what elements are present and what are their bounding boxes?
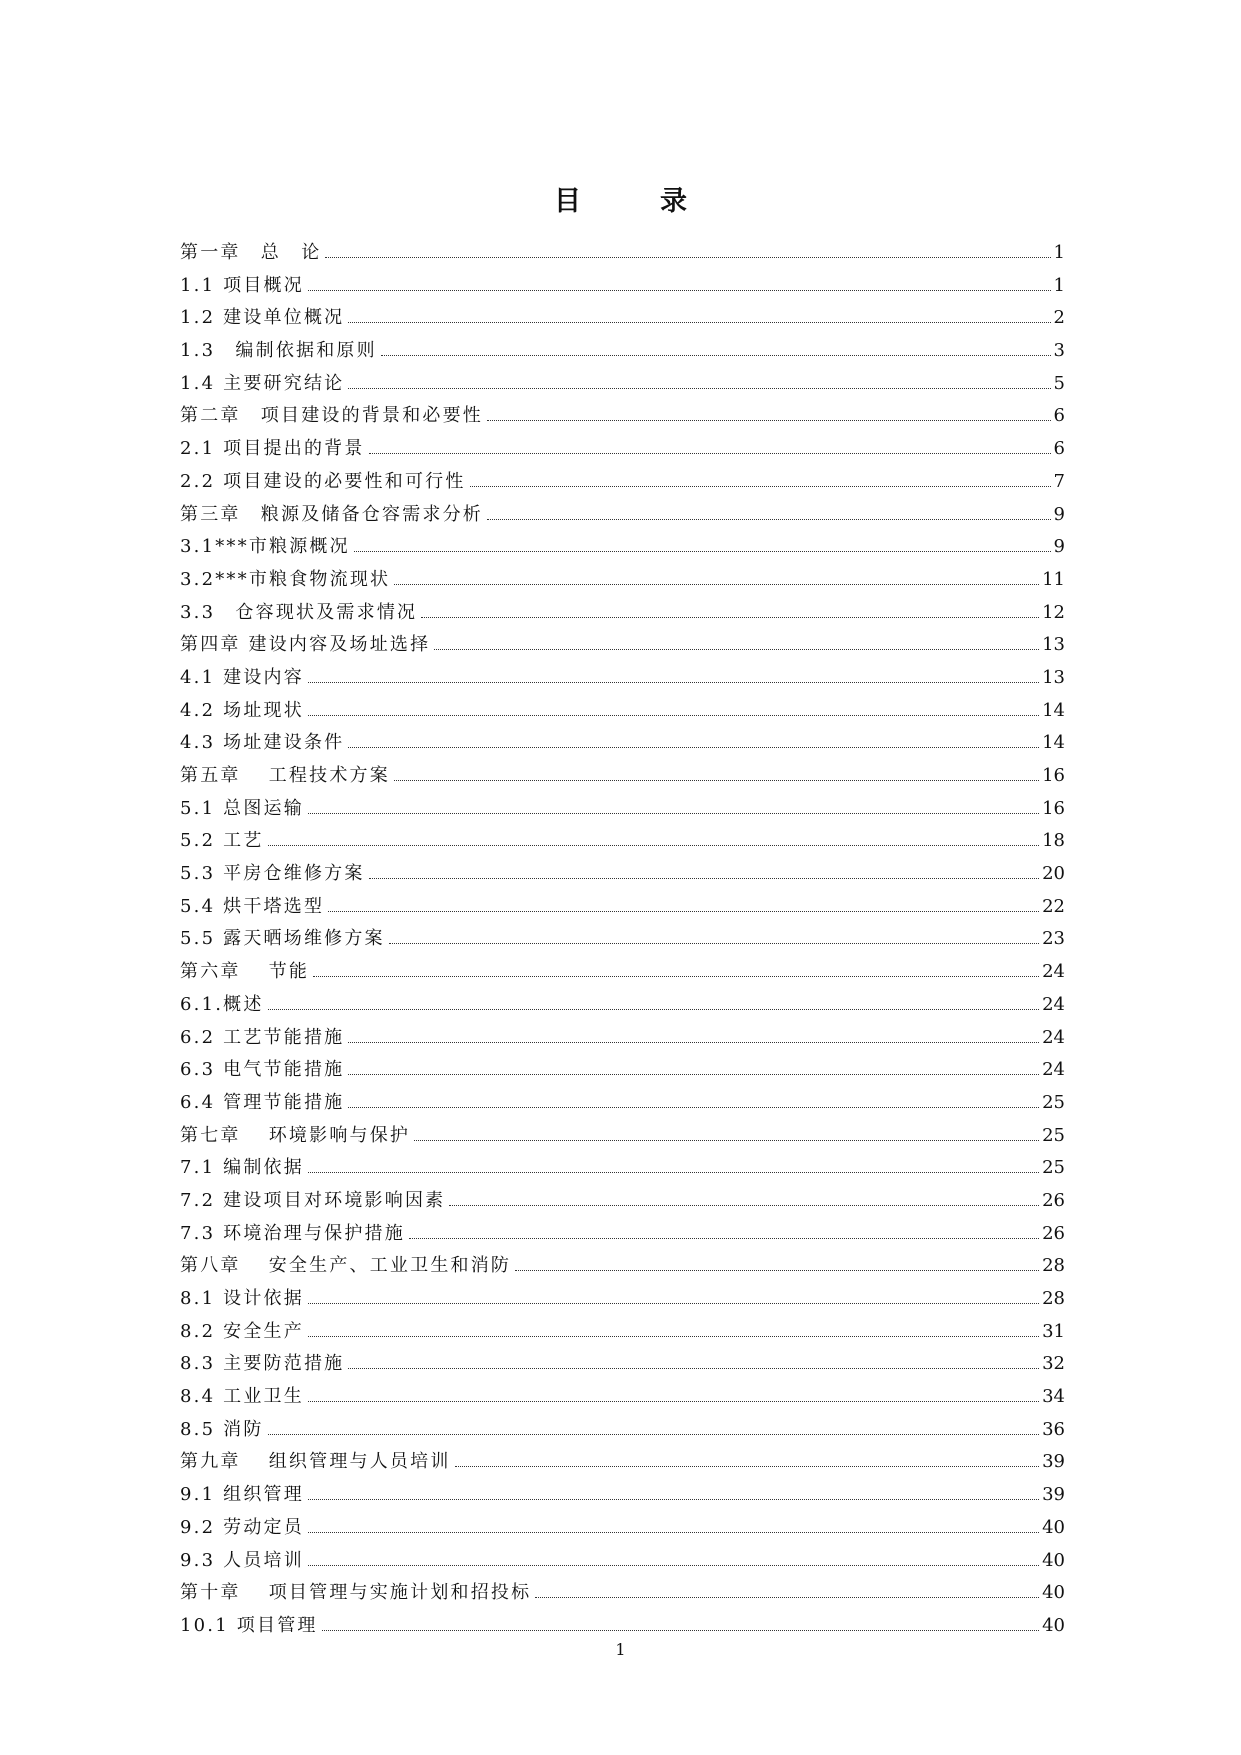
toc-entry[interactable] bbox=[180, 1185, 1065, 1218]
dot-leader bbox=[348, 388, 1050, 389]
toc-entry[interactable] bbox=[180, 727, 1065, 760]
dot-leader bbox=[268, 1434, 1040, 1435]
toc-entry-page: 25 bbox=[1042, 1157, 1065, 1179]
toc-entry-label: 第八章 安全生产、工业卫生和消防 bbox=[180, 1255, 512, 1277]
toc-entry[interactable] bbox=[180, 695, 1065, 728]
dot-leader bbox=[268, 845, 1040, 846]
toc-entry-page: 9 bbox=[1053, 536, 1065, 558]
toc-entry-page: 24 bbox=[1042, 993, 1065, 1015]
toc-entry-label: 6.1.概述 bbox=[180, 993, 264, 1015]
toc-entry-label: 1.4 主要研究结论 bbox=[180, 372, 345, 394]
toc-entry[interactable] bbox=[180, 1250, 1065, 1283]
toc-entry-page: 25 bbox=[1042, 1124, 1065, 1146]
toc-entry-label: 4.2 场址现状 bbox=[180, 699, 304, 721]
dot-leader bbox=[308, 1565, 1039, 1566]
toc-entry-page: 2 bbox=[1053, 307, 1065, 329]
toc-entry-label: 第五章 工程技术方案 bbox=[180, 765, 390, 786]
toc-entry-page: 1 bbox=[1053, 242, 1065, 263]
toc-entry-page: 11 bbox=[1042, 568, 1065, 590]
dot-leader bbox=[308, 1172, 1039, 1173]
dot-leader bbox=[348, 747, 1039, 748]
dot-leader bbox=[322, 1630, 1039, 1631]
toc-entry-label: 6.4 管理节能措施 bbox=[180, 1091, 345, 1113]
toc-entry-label: 5.5 露天晒场维修方案 bbox=[180, 928, 385, 950]
toc-entry-label: 6.2 工艺节能措施 bbox=[180, 1026, 345, 1048]
dot-leader bbox=[394, 780, 1039, 781]
toc-entry[interactable] bbox=[180, 760, 1065, 793]
dot-leader bbox=[369, 878, 1040, 879]
toc-entry-page: 40 bbox=[1042, 1614, 1065, 1636]
toc-entry-label: 8.2 安全生产 bbox=[180, 1320, 304, 1342]
page-number: 1 bbox=[615, 1640, 626, 1659]
dot-leader bbox=[369, 453, 1051, 454]
toc-entry-page: 28 bbox=[1042, 1288, 1065, 1309]
toc-entry-label: 10.1 项目管理 bbox=[180, 1614, 318, 1636]
toc-entry-page: 24 bbox=[1042, 1026, 1065, 1048]
toc-entry-page: 1 bbox=[1053, 274, 1065, 296]
toc-entry-label: 4.3 场址建设条件 bbox=[180, 732, 345, 754]
toc-entry[interactable] bbox=[180, 891, 1065, 924]
toc-entry[interactable] bbox=[180, 1316, 1065, 1349]
toc-entry-page: 31 bbox=[1042, 1320, 1065, 1342]
dot-leader bbox=[308, 682, 1039, 683]
toc-entry-label: 第九章 组织管理与人员培训 bbox=[180, 1451, 451, 1473]
dot-leader bbox=[313, 976, 1039, 977]
dot-leader bbox=[389, 943, 1039, 944]
toc-entry-label: 7.2 建设项目对环境影响因素 bbox=[180, 1189, 446, 1211]
toc-entry-page: 16 bbox=[1042, 797, 1065, 819]
toc-entry-label: 8.4 工业卫生 bbox=[180, 1386, 304, 1408]
toc-entry[interactable] bbox=[180, 923, 1065, 956]
toc-entry-label: 第七章 环境影响与保护 bbox=[180, 1124, 411, 1146]
dot-leader bbox=[308, 1401, 1039, 1402]
toc-entry[interactable] bbox=[180, 989, 1065, 1022]
dot-leader bbox=[328, 911, 1039, 912]
toc-entry-page: 14 bbox=[1042, 732, 1065, 754]
toc-entry[interactable] bbox=[180, 1545, 1065, 1578]
toc-entry-label: 2.1 项目提出的背景 bbox=[180, 438, 365, 460]
toc-entry-label: 第六章 节能 bbox=[180, 961, 310, 983]
toc-entry-label: 5.4 烘干塔选型 bbox=[180, 895, 325, 917]
toc-entry-label: 9.3 人员培训 bbox=[180, 1549, 304, 1571]
toc-entry-label: 8.1 设计依据 bbox=[180, 1288, 304, 1309]
toc-entry-page: 24 bbox=[1042, 1059, 1065, 1081]
dot-leader bbox=[455, 1466, 1040, 1467]
dot-leader bbox=[449, 1205, 1039, 1206]
toc-entry[interactable] bbox=[180, 1152, 1065, 1185]
toc-entry-label: 1.3 编制依据和原则 bbox=[180, 340, 377, 362]
toc-entry[interactable] bbox=[180, 531, 1065, 564]
toc-entry-page: 3 bbox=[1053, 340, 1065, 362]
dot-leader bbox=[308, 1303, 1039, 1304]
toc-entry-label: 9.2 劳动定员 bbox=[180, 1516, 304, 1538]
dot-leader bbox=[354, 551, 1051, 552]
toc-entry-page: 26 bbox=[1042, 1222, 1065, 1244]
toc-entry-label: 1.2 建设单位概况 bbox=[180, 307, 345, 329]
toc-entry-page: 34 bbox=[1042, 1386, 1065, 1408]
dot-leader bbox=[409, 1238, 1039, 1239]
toc-entry[interactable] bbox=[180, 466, 1065, 499]
toc-entry[interactable] bbox=[180, 368, 1065, 401]
dot-leader bbox=[308, 1532, 1039, 1533]
dot-leader bbox=[381, 355, 1051, 356]
toc-entry-page: 40 bbox=[1042, 1549, 1065, 1571]
toc-entry-label: 3.2***市粮食物流现状 bbox=[180, 568, 391, 590]
toc-entry[interactable] bbox=[180, 270, 1065, 303]
toc-entry-label: 9.1 组织管理 bbox=[180, 1484, 304, 1506]
toc-entry[interactable] bbox=[180, 335, 1065, 368]
toc-entry[interactable] bbox=[180, 499, 1065, 532]
toc-entry-page: 16 bbox=[1042, 765, 1065, 786]
toc-entry[interactable] bbox=[180, 858, 1065, 891]
dot-leader bbox=[487, 420, 1051, 421]
dot-leader bbox=[515, 1270, 1039, 1271]
toc-entry-label: 8.3 主要防范措施 bbox=[180, 1353, 345, 1375]
toc-entry[interactable] bbox=[180, 1054, 1065, 1087]
toc-entry[interactable] bbox=[180, 1610, 1065, 1643]
dot-leader bbox=[414, 1140, 1039, 1141]
toc-entry-page: 26 bbox=[1042, 1189, 1065, 1211]
toc-entry-label: 1.1 项目概况 bbox=[180, 274, 304, 296]
toc-entry[interactable] bbox=[180, 1479, 1065, 1512]
toc-entry-page: 6 bbox=[1053, 405, 1065, 427]
toc-entry-label: 6.3 电气节能措施 bbox=[180, 1059, 345, 1081]
dot-leader bbox=[434, 649, 1039, 650]
toc-entry-page: 13 bbox=[1042, 666, 1065, 688]
toc-entry-page: 22 bbox=[1042, 895, 1065, 917]
toc-entry[interactable] bbox=[180, 1218, 1065, 1251]
toc-entry-label: 4.1 建设内容 bbox=[180, 666, 304, 688]
toc-entry-page: 18 bbox=[1042, 830, 1065, 852]
toc-entry-label: 5.2 工艺 bbox=[180, 830, 264, 852]
toc-entry-label: 2.2 项目建设的必要性和可行性 bbox=[180, 470, 466, 492]
toc-entry-page: 5 bbox=[1053, 372, 1065, 394]
toc-entry[interactable] bbox=[180, 1414, 1065, 1447]
toc-entry[interactable] bbox=[180, 597, 1065, 630]
toc-entry-page: 32 bbox=[1042, 1353, 1065, 1375]
toc-entry-page: 6 bbox=[1053, 438, 1065, 460]
toc-entry-page: 12 bbox=[1042, 601, 1065, 623]
toc-entry[interactable] bbox=[180, 1512, 1065, 1545]
toc-entry[interactable] bbox=[180, 1087, 1065, 1120]
dot-leader bbox=[535, 1597, 1039, 1598]
dot-leader bbox=[308, 290, 1051, 291]
toc-entry-page: 13 bbox=[1042, 634, 1065, 656]
dot-leader bbox=[308, 1336, 1039, 1337]
dot-leader bbox=[308, 813, 1039, 814]
toc-entry-label: 第二章 项目建设的背景和必要性 bbox=[180, 405, 483, 427]
dot-leader bbox=[348, 1107, 1039, 1108]
toc-entry-label: 第三章 粮源及储备仓容需求分析 bbox=[180, 503, 483, 525]
toc-entry-page: 20 bbox=[1042, 863, 1065, 885]
toc-entry-label: 7.1 编制依据 bbox=[180, 1157, 304, 1179]
dot-leader bbox=[421, 617, 1039, 618]
toc-entry-label: 5.3 平房仓维修方案 bbox=[180, 863, 365, 885]
toc-entry-page: 25 bbox=[1042, 1091, 1065, 1113]
table-of-contents bbox=[180, 237, 1065, 1643]
toc-entry-page: 9 bbox=[1053, 503, 1065, 525]
toc-entry-page: 7 bbox=[1053, 470, 1065, 492]
toc-entry-label: 5.1 总图运输 bbox=[180, 797, 304, 819]
dot-leader bbox=[348, 1368, 1039, 1369]
toc-entry[interactable] bbox=[180, 237, 1065, 270]
dot-leader bbox=[394, 584, 1039, 585]
toc-entry[interactable] bbox=[180, 564, 1065, 597]
toc-entry[interactable] bbox=[180, 793, 1065, 826]
toc-entry[interactable] bbox=[180, 629, 1065, 662]
toc-entry-page: 40 bbox=[1042, 1582, 1065, 1604]
toc-entry[interactable] bbox=[180, 662, 1065, 695]
dot-leader bbox=[348, 1074, 1039, 1075]
dot-leader bbox=[348, 1042, 1039, 1043]
toc-entry-page: 28 bbox=[1042, 1255, 1065, 1277]
page-title: 目 录 bbox=[554, 186, 713, 217]
dot-leader bbox=[348, 322, 1050, 323]
dot-leader bbox=[487, 519, 1051, 520]
dot-leader bbox=[268, 1009, 1040, 1010]
toc-entry-page: 39 bbox=[1042, 1451, 1065, 1473]
toc-entry-label: 第十章 项目管理与实施计划和招投标 bbox=[180, 1582, 532, 1604]
toc-entry-page: 14 bbox=[1042, 699, 1065, 721]
toc-entry[interactable] bbox=[180, 1022, 1065, 1055]
toc-entry-label: 第一章 总 论 bbox=[180, 242, 322, 263]
dot-leader bbox=[470, 486, 1051, 487]
dot-leader bbox=[308, 715, 1039, 716]
toc-entry-page: 36 bbox=[1042, 1418, 1065, 1440]
toc-entry[interactable] bbox=[180, 1348, 1065, 1381]
toc-entry[interactable] bbox=[180, 1446, 1065, 1479]
toc-entry[interactable] bbox=[180, 1577, 1065, 1610]
toc-entry[interactable] bbox=[180, 825, 1065, 858]
toc-entry-label: 7.3 环境治理与保护措施 bbox=[180, 1222, 405, 1244]
toc-entry[interactable] bbox=[180, 1283, 1065, 1316]
toc-entry[interactable] bbox=[180, 956, 1065, 989]
toc-entry-label: 3.3 仓容现状及需求情况 bbox=[180, 601, 418, 623]
toc-entry-label: 第四章 建设内容及场址选择 bbox=[180, 634, 431, 656]
dot-leader bbox=[325, 257, 1050, 258]
dot-leader bbox=[308, 1499, 1039, 1500]
toc-entry-label: 3.1***市粮源概况 bbox=[180, 536, 350, 558]
toc-entry-page: 40 bbox=[1042, 1516, 1065, 1538]
toc-entry-page: 23 bbox=[1042, 928, 1065, 950]
toc-entry-page: 24 bbox=[1042, 961, 1065, 983]
toc-entry[interactable] bbox=[180, 1120, 1065, 1153]
toc-entry[interactable] bbox=[180, 400, 1065, 433]
toc-entry[interactable] bbox=[180, 433, 1065, 466]
toc-entry[interactable] bbox=[180, 302, 1065, 335]
toc-entry[interactable] bbox=[180, 1381, 1065, 1414]
toc-entry-page: 39 bbox=[1042, 1484, 1065, 1506]
toc-entry-label: 8.5 消防 bbox=[180, 1418, 264, 1440]
